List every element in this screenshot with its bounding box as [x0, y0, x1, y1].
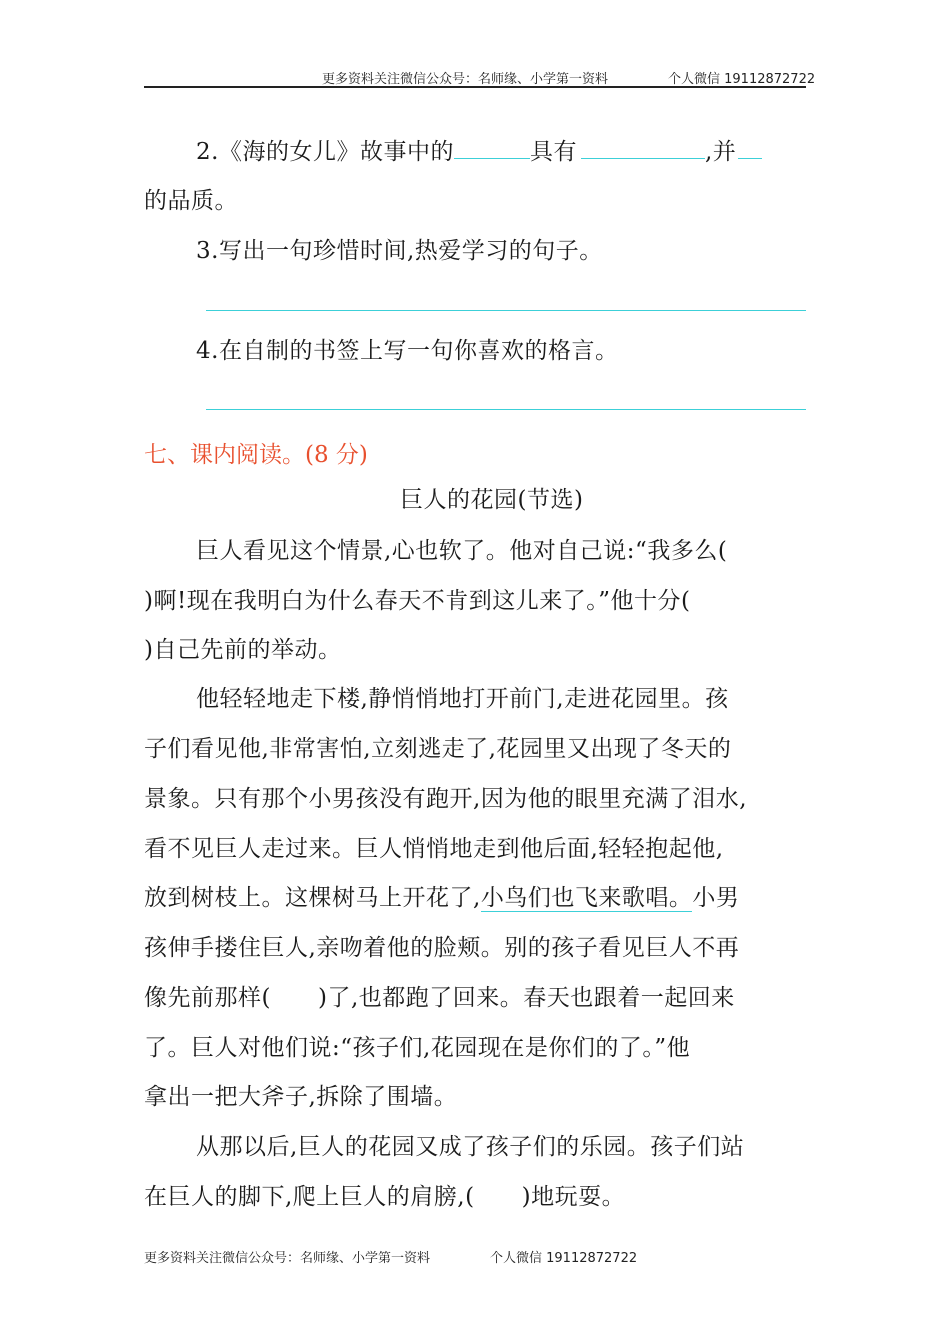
passage-line: 看不见巨人走过来。巨人悄悄地走到他后面,轻轻抱起他, — [144, 836, 724, 862]
question-3-text: 3.写出一句珍惜时间,热爱学习的句子。 — [196, 238, 603, 264]
question-4-answer-line[interactable] — [206, 409, 806, 410]
underlined-sentence: 小鸟们也飞来歌唱。 — [480, 885, 693, 911]
question-2-continuation: 的品质。 — [144, 188, 238, 214]
passage-line: )啊!现在我明白为什么春天不肯到这儿来了。”他十分( — [144, 588, 691, 614]
passage-line: 他轻轻地走下楼,静悄悄地打开前门,走进花园里。孩 — [196, 686, 729, 712]
passage-line: 子们看见他,非常害怕,立刻逃走了,花园里又出现了冬天的 — [144, 736, 732, 762]
passage-line: 像先前那样( )了,也都跑了回来。春天也跟着一起回来 — [144, 985, 735, 1011]
question-2-text-a: 2.《海的女儿》故事中的 — [196, 139, 454, 165]
passage-text: 小男 — [692, 885, 740, 911]
passage-line: 孩伸手搂住巨人,亲吻着他的脸颊。别的孩子看见巨人不再 — [144, 935, 740, 961]
header-wechat-text: 个人微信 19112872722 — [668, 72, 816, 87]
question-2-text-b: 具有 — [529, 139, 577, 165]
passage-line: 巨人看见这个情景,心也软了。他对自己说:“我多么( — [196, 538, 728, 564]
passage-line: 从那以后,巨人的花园又成了孩子们的乐园。孩子们站 — [196, 1134, 745, 1160]
question-2-line — [196, 136, 762, 167]
header-divider — [144, 86, 806, 88]
question-2-text-c: ,并 — [704, 139, 737, 165]
question-4-text: 4.在自制的书签上写一句你喜欢的格言。 — [196, 338, 619, 364]
passage-line-with-underline — [144, 883, 739, 913]
question-2-blank-1[interactable] — [454, 136, 530, 159]
passage-line: 了。巨人对他们说:“孩子们,花园现在是你们的了。”他 — [144, 1035, 691, 1061]
question-2-blank-3[interactable] — [738, 136, 762, 159]
passage-line: 景象。只有那个小男孩没有跑开,因为他的眼里充满了泪水, — [144, 786, 748, 812]
passage-line: )自己先前的举动。 — [144, 637, 342, 663]
footer-source-text: 更多资料关注微信公众号：名师缘、小学第一资料 — [144, 1251, 431, 1266]
section-heading: 七、课内阅读。(8 分) — [144, 442, 368, 468]
footer-wechat-text: 个人微信 19112872722 — [490, 1251, 638, 1266]
passage-line: 拿出一把大斧子,拆除了围墙。 — [144, 1084, 458, 1110]
passage-title: 巨人的花园(节选) — [400, 487, 584, 513]
passage-text: 放到树枝上。这棵树马上开花了, — [144, 885, 481, 911]
passage-line: 在巨人的脚下,爬上巨人的肩膀,( )地玩耍。 — [144, 1184, 626, 1210]
question-2-blank-2[interactable] — [581, 136, 705, 159]
header-source-text: 更多资料关注微信公众号：名师缘、小学第一资料 — [322, 72, 609, 87]
question-3-answer-line[interactable] — [206, 310, 806, 311]
